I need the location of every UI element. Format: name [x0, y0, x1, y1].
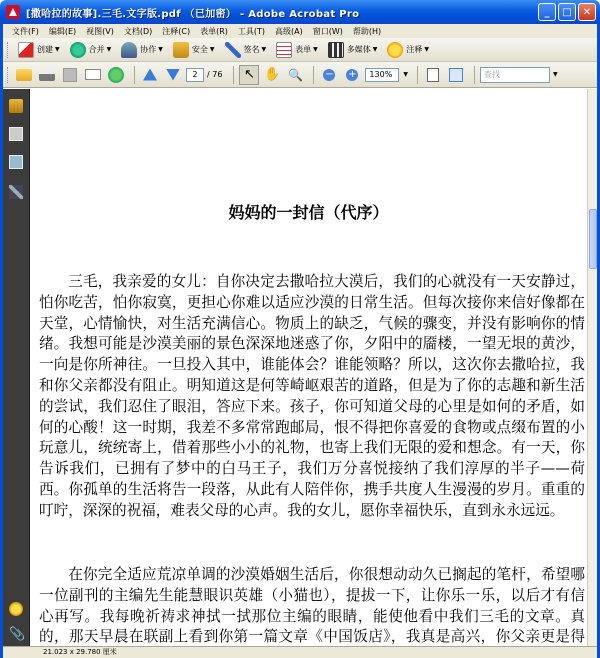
print-button[interactable] — [37, 65, 57, 85]
zoom-level-input[interactable]: 130% — [365, 68, 399, 82]
hand-icon: ✋ — [264, 67, 281, 82]
pen-icon — [225, 42, 241, 58]
combine-button[interactable] — [66, 40, 116, 60]
collaborate-caret-icon: ▼ — [158, 46, 163, 53]
sign-label: 签名 — [243, 45, 260, 54]
collaborate-button[interactable] — [117, 40, 167, 60]
minimize-button[interactable]: _ — [538, 3, 556, 21]
comment-label: 注释 — [406, 45, 423, 54]
close-button[interactable]: ✕ — [578, 3, 596, 21]
combine-caret-icon: ▼ — [106, 46, 112, 53]
create-button[interactable] — [14, 40, 64, 60]
fit-page-icon — [427, 68, 439, 82]
page-size-status: 21.023 x 29.780 厘米 — [3, 646, 597, 658]
pages-icon[interactable] — [9, 127, 23, 141]
menu-file[interactable]: 文件(F) — [12, 26, 39, 36]
select-tool-button[interactable] — [239, 65, 259, 85]
create-pdf-icon — [18, 42, 34, 58]
scrollbar-thumb[interactable] — [589, 209, 597, 269]
multimedia-button[interactable] — [324, 40, 382, 60]
comment-icon — [387, 42, 403, 58]
forms-icon — [276, 42, 292, 58]
next-page-button[interactable] — [163, 65, 183, 85]
window-border-left — [0, 24, 3, 658]
combine-icon — [70, 42, 86, 58]
navigation-toolbar — [0, 62, 600, 88]
envelope-icon — [85, 69, 101, 80]
document-view[interactable] — [30, 89, 587, 647]
arrow-down-icon — [166, 69, 180, 81]
full-screen-button[interactable] — [446, 65, 466, 85]
toolbar-separator — [313, 66, 314, 84]
document-paragraph: 在你完全适应荒凉单调的沙漠婚姻生活后，你很想动动久已搁起的笔杆，希望哪一位副刊的主编先生能慧眼识英雄（小猫也），提拔一下，让你乐一乐，以后才有信心再写。我每晚祈祷求神拭一拭那位主编的眼睛，能使他看中我们三毛的文章。真的，那天早晨在联副上看到你第一篇文章《中国饭店》，我真是高兴，你父亲更是得 — [39, 566, 585, 646]
comment-caret-icon: ▼ — [424, 46, 429, 53]
document-title: 妈妈的一封信（代序） — [228, 203, 389, 222]
menu-window[interactable]: 窗口(W) — [312, 26, 343, 36]
printer-icon — [39, 69, 55, 81]
secure-label: 安全 — [191, 45, 208, 54]
menu-view[interactable]: 视图(V) — [86, 26, 114, 36]
collaborate-icon — [121, 42, 137, 58]
film-icon — [328, 42, 344, 58]
vertical-scrollbar[interactable] — [587, 89, 597, 647]
magnifier-icon: 🔍 — [287, 67, 303, 82]
previous-page-button[interactable] — [140, 65, 160, 85]
email-button[interactable] — [83, 65, 103, 85]
zoom-in-button[interactable] — [342, 65, 362, 85]
cursor-icon: ↖ — [243, 67, 255, 82]
menu-tools[interactable]: 工具(T) — [237, 26, 266, 36]
bookmarks-icon[interactable] — [9, 155, 23, 169]
task-toolbar — [0, 38, 600, 62]
combine-label: 合并 — [88, 45, 105, 54]
secure-button[interactable] — [169, 40, 219, 60]
title-bar[interactable] — [0, 0, 600, 24]
multimedia-caret-icon: ▼ — [372, 46, 378, 53]
open-button[interactable] — [14, 65, 34, 85]
sync-button[interactable] — [106, 65, 126, 85]
save-button[interactable] — [60, 65, 80, 85]
sign-caret-icon: ▼ — [261, 46, 267, 53]
find-input[interactable]: 查找 — [480, 67, 550, 83]
menu-comments[interactable]: 注释(C) — [162, 26, 191, 36]
arrow-up-icon — [143, 69, 157, 81]
secure-caret-icon: ▼ — [209, 46, 215, 53]
sync-icon — [108, 67, 124, 83]
menu-bar — [0, 24, 600, 38]
lock-icon — [173, 42, 189, 58]
find-dropdown-icon[interactable]: ▼ — [553, 71, 558, 78]
save-icon — [63, 68, 77, 82]
menu-document[interactable]: 文档(D) — [123, 26, 153, 36]
forms-caret-icon: ▼ — [313, 46, 318, 53]
page-total: / 76 — [207, 70, 223, 79]
toolbar-separator — [233, 66, 234, 84]
navigation-pane — [3, 89, 30, 647]
attachments-icon[interactable]: 📎 — [9, 627, 26, 642]
sign-button[interactable] — [221, 40, 271, 60]
forms-button[interactable] — [272, 40, 322, 60]
security-lock-icon[interactable] — [9, 99, 23, 113]
toolbar-separator — [134, 66, 135, 84]
zoom-tool-button[interactable] — [285, 65, 305, 85]
create-caret-icon: ▼ — [55, 46, 60, 53]
page-number-input[interactable]: 2 — [186, 68, 204, 82]
menu-edit[interactable]: 编辑(E) — [48, 26, 77, 36]
fit-page-button[interactable] — [423, 65, 443, 85]
window-title: [撒哈拉的故事].三毛.文字版.pdf （已加密） - Adobe Acrobat Pro — [26, 8, 360, 20]
multimedia-label: 多媒体 — [346, 45, 371, 54]
menu-help[interactable]: 帮助(H) — [352, 26, 382, 36]
toolbar-separator — [474, 66, 475, 84]
forms-label: 表单 — [295, 45, 312, 54]
toolbar-grip-2[interactable] — [7, 67, 10, 83]
menu-advanced[interactable]: 高级(A) — [275, 26, 303, 36]
toolbar-grip[interactable] — [7, 42, 10, 58]
zoom-dropdown-icon[interactable]: ▼ — [403, 71, 409, 78]
menu-forms[interactable]: 表单(R) — [200, 26, 228, 36]
hand-tool-button[interactable] — [262, 65, 282, 85]
create-label: 创建 — [37, 45, 53, 54]
signatures-icon[interactable] — [9, 185, 23, 199]
minus-circle-icon: − — [325, 68, 334, 80]
toolbar-separator — [417, 66, 418, 84]
plus-circle-icon: + — [348, 68, 357, 80]
document-paragraph: 三毛，我亲爱的女儿：自你决定去撒哈拉大漠后，我们的心就没有一天安静过，怕你吃苦，怕你寂寞，更担心你难以适应沙漠的日常生活。但每次接你来信好像都在天堂，心情愉快，对生活充满信心。物质上的缺乏，气候的骤变，并没有影响你的情绪。我想可能是沙漠美丽的景色深深地迷惑了你，夕阳中的靥楼，一望无垠的黄沙，一向是你所神往。一旦投入其中，谁能体会？谁能领略？所以，这次你去撒哈拉，我和你父亲都没有阻止。明知道这是何等崎岖艰苦的道路，但是为了你的志趣和新生活的尝试，我们忍住了眼泪，答应下来。孩子，你可知道父母的心里是如何的矛盾，如何的心酸！这一时期，我差不多常常跑邮局，恨不得把你喜爱的食物或点缀布置的小玩意儿，统统寄上，借着那些小小的礼物，也寄上我们无限的爱和想念。有一天，你告诉我们，已拥有了梦中的白马王子，我们万分喜悦接纳了我们淳厚的半子——荷西。你孤单的生活将告一段落，从此有人陪伴你，携手共度人生漫漫的岁月。重重的叮咛，深深的祝福，难表父母的心声。我的女儿，愿你幸福快乐，直到永永远远。 — [39, 273, 585, 519]
acrobat-icon — [6, 5, 20, 19]
folder-icon — [16, 69, 32, 81]
maximize-button[interactable]: □ — [558, 3, 576, 21]
comments-panel-icon[interactable] — [9, 602, 23, 616]
collaborate-label: 协作 — [140, 45, 157, 54]
zoom-out-button[interactable] — [319, 65, 339, 85]
full-screen-icon — [449, 68, 463, 82]
comment-button[interactable] — [383, 40, 433, 60]
